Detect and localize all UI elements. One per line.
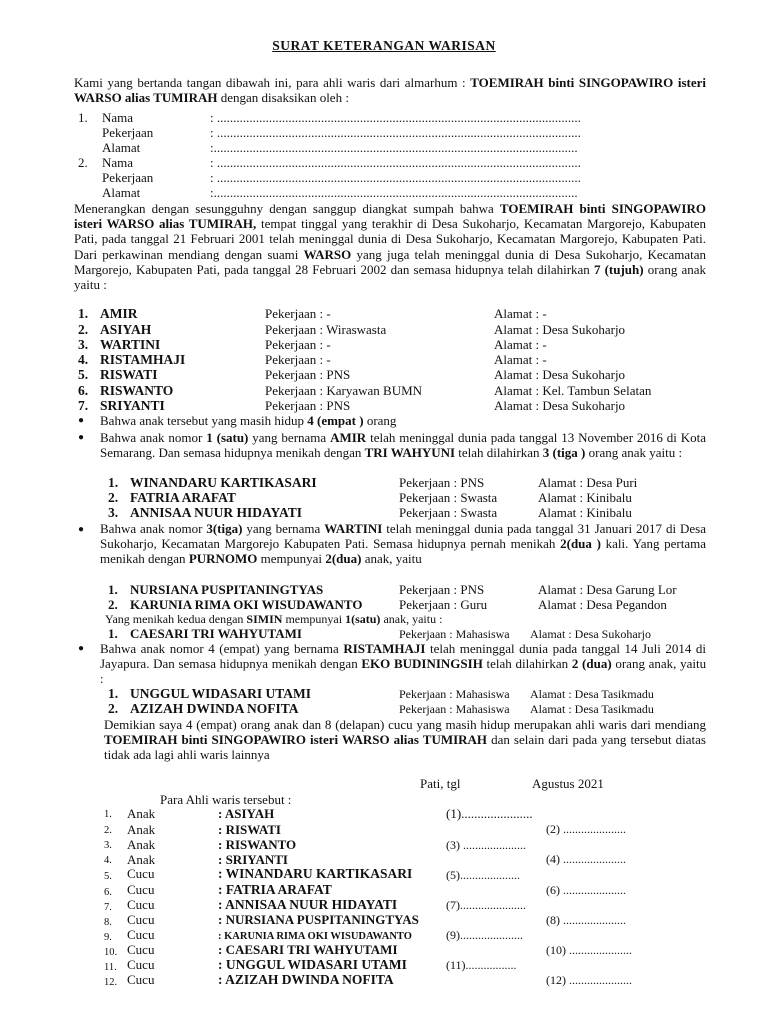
- heir-number: 9.: [104, 932, 112, 943]
- heir-number: 6.: [104, 887, 112, 898]
- witness-label: Nama: [102, 110, 134, 125]
- grandchild-address: Alamat : Desa Garung Lor: [538, 582, 677, 597]
- grandchild-name: KARUNIA RIMA OKI WISUDAWANTO: [130, 597, 363, 612]
- grandchild-number: 2.: [108, 490, 119, 505]
- heir-relation: Cucu: [127, 927, 155, 942]
- child-number: 6.: [78, 383, 89, 398]
- heir-signature-line: (4) .....................: [546, 852, 626, 866]
- living-text-2: orang: [366, 413, 397, 428]
- heir-relation: Cucu: [127, 942, 155, 957]
- amir-text-1: Bahwa anak nomor: [100, 430, 203, 445]
- bullet-icon: ●: [78, 432, 85, 443]
- heir-name: : WINANDARU KARTIKASARI: [218, 866, 413, 881]
- heir-name: : RISWATI: [218, 822, 281, 837]
- grandchild-address: Alamat : Desa Puri: [538, 475, 638, 490]
- heir-relation: Cucu: [127, 957, 155, 972]
- grandchild-job: Pekerjaan : Swasta: [399, 490, 498, 505]
- place-label: Pati, tgl: [420, 776, 461, 791]
- heir-number: 8.: [104, 917, 112, 928]
- heir-relation: Anak: [127, 806, 156, 821]
- grandchild-number: 3.: [108, 505, 119, 520]
- grandchild-number: 1.: [108, 582, 118, 597]
- child-job: Pekerjaan : Wiraswasta: [265, 322, 387, 337]
- child-job: Pekerjaan : Karyawan BUMN: [265, 383, 423, 398]
- witness-value: : ................................................................................................................: [210, 155, 581, 170]
- child-name: ASIYAH: [100, 322, 152, 337]
- heir-signature-line: (11).................: [446, 958, 517, 972]
- witness-label: Alamat: [102, 140, 141, 155]
- grandchild-name: WINANDARU KARTIKASARI: [130, 475, 317, 490]
- heir-relation: Cucu: [127, 897, 155, 912]
- child-job: Pekerjaan : -: [265, 337, 331, 352]
- witness-value: : ................................................................................................................: [210, 170, 581, 185]
- declaration-paragraph: [74, 201, 706, 292]
- grandchild-job: Pekerjaan : Mahasiswa: [399, 702, 510, 716]
- amir-spouse: TRI WAHYUNI: [364, 445, 456, 461]
- child-name: AMIR: [100, 306, 138, 321]
- grandchild-job: Pekerjaan : PNS: [399, 582, 485, 597]
- declaration-text-1: Menerangkan dengan sesungguhny dengan sanggup diangkat sumpah bahwa: [74, 201, 494, 216]
- ristamhaji-name: RISTAMHAJI: [343, 641, 426, 656]
- heir-number: 3.: [104, 840, 112, 851]
- grandchild-address: Alamat : Desa Pegandon: [538, 597, 667, 612]
- child-number: 7.: [78, 398, 89, 413]
- heir-signature-line: (6) .....................: [546, 883, 626, 897]
- wartini-child-count: 2(dua): [325, 551, 362, 567]
- wartini-text-6: anak, yaitu: [364, 551, 422, 567]
- child-job: Pekerjaan : PNS: [265, 367, 351, 382]
- ristamhaji-statement: [100, 641, 706, 687]
- heir-number: 12.: [104, 977, 118, 988]
- bullet-icon: ●: [78, 643, 85, 654]
- grandchild-job: Pekerjaan : Mahasiswa: [399, 627, 510, 641]
- grandchild-number: 2.: [108, 701, 119, 716]
- heir-relation: Anak: [127, 837, 156, 852]
- witness-value: : ................................................................................................................: [210, 125, 581, 140]
- child-name: RISWANTO: [100, 383, 174, 398]
- declaration-child-count: 7 (tujuh): [593, 261, 644, 277]
- grandchild-number: 1.: [108, 626, 118, 641]
- wartini-text-2: yang bernama: [246, 521, 321, 536]
- heir-signature-line: (8) .....................: [546, 913, 626, 927]
- child-address: Alamat : -: [494, 337, 547, 352]
- ristamhaji-child-count: 2 (dua): [571, 656, 612, 672]
- grandchild-number: 1.: [108, 475, 119, 490]
- declaration-husband-name: WARSO: [303, 246, 352, 262]
- child-name: RISTAMHAJI: [100, 352, 186, 367]
- amir-text-5: orang anak yaitu :: [588, 445, 683, 461]
- wartini-number: 3(tiga): [206, 521, 243, 536]
- heir-relation: Anak: [127, 852, 156, 867]
- grandchild-address: Alamat : Desa Sukoharjo: [530, 627, 651, 641]
- closing-paragraph: [104, 717, 706, 763]
- heir-number: 5.: [104, 871, 112, 882]
- child-address: Alamat : Desa Sukoharjo: [494, 398, 626, 413]
- heir-signature-line: (3) .....................: [446, 838, 526, 852]
- declaration-text-4: orang anak yaitu :: [74, 261, 707, 293]
- wartini-text-4: kali. Yang pertama menikah dengan: [100, 536, 707, 567]
- witness-label: Pekerjaan: [102, 125, 154, 140]
- bullet-icon: ●: [78, 415, 85, 426]
- heir-name: : FATRIA ARAFAT: [218, 882, 332, 897]
- ristamhaji-text-3: telah dilahirkan: [486, 656, 569, 672]
- child-address: Alamat : Desa Sukoharjo: [494, 322, 626, 337]
- grandchild-job: Pekerjaan : PNS: [399, 475, 485, 490]
- document-title: SURAT KETERANGAN WARISAN: [272, 38, 496, 53]
- heir-name: : ANNISAA NUUR HIDAYATI: [218, 897, 398, 912]
- closing-text-2: dan selain dari pada yang tersebut diatas tidak ada lagi ahli waris lainnya: [104, 732, 706, 763]
- heir-name: : UNGGUL WIDASARI UTAMI: [218, 957, 407, 972]
- amir-statement: [100, 430, 706, 460]
- amir-name: AMIR: [330, 430, 367, 445]
- heir-signature-line: (1)......................: [446, 806, 533, 821]
- child-address: Alamat : -: [494, 306, 547, 321]
- heir-signature-line: (10) .....................: [546, 943, 632, 957]
- wartini-spouse-1: PURNOMO: [188, 551, 258, 567]
- closing-deceased-name: TOEMIRAH binti SINGOPAWIRO isteri WARSO alias TUMIRAH: [104, 732, 488, 748]
- grandchild-name: AZIZAH DWINDA NOFITA: [130, 701, 299, 716]
- grandchild-name: CAESARI TRI WAHYUTAMI: [130, 626, 302, 641]
- grandchild-address: Alamat : Desa Tasikmadu: [530, 702, 654, 716]
- wartini-name: WARTINI: [324, 521, 383, 536]
- intro-paragraph: [74, 75, 706, 105]
- ristamhaji-spouse: EKO BUDININGSIH: [361, 656, 483, 672]
- wartini-text-3: telah meninggal dunia pada tanggal 31 Januari 2017 di Desa Sukoharjo, Kecamatan Margorejo Kabupaten Pati. Semasa hidupnya pernah menikah: [100, 521, 706, 552]
- intro-deceased-name: TOEMIRAH binti SINGOPAWIRO isteri WARSO alias TUMIRAH: [74, 75, 706, 106]
- child-address: Alamat : -: [494, 352, 547, 367]
- heir-name: : CAESARI TRI WAHYUTAMI: [218, 942, 398, 957]
- heir-number: 11.: [104, 962, 117, 973]
- heirs-header: Para Ahli waris tersebut :: [160, 792, 292, 807]
- bullet-icon: ●: [78, 524, 85, 535]
- wartini-text-5: mempunyai: [260, 551, 323, 567]
- heir-number: 7.: [104, 902, 112, 913]
- simin-text-2: mempunyai: [285, 612, 343, 626]
- ristamhaji-text-2: telah meninggal dunia pada tanggal 14 Juli 2014 di Jayapura. Dan semasa hidupnya menikah dengan: [100, 641, 707, 672]
- heir-name: : AZIZAH DWINDA NOFITA: [218, 972, 394, 987]
- witness-label: Pekerjaan: [102, 170, 154, 185]
- child-job: Pekerjaan : -: [265, 352, 331, 367]
- child-name: WARTINI: [100, 337, 161, 352]
- witness-number: 1.: [78, 110, 88, 125]
- grandchild-job: Pekerjaan : Swasta: [399, 505, 498, 520]
- heir-name: : KARUNIA RIMA OKI WISUDAWANTO: [218, 931, 412, 942]
- child-job: Pekerjaan : -: [265, 306, 331, 321]
- closing-text-1: Demikian saya 4 (empat) orang anak dan 8 (delapan) cucu yang masih hidup merupakan ahli waris dari mendiang: [104, 717, 706, 732]
- witness-value: :................................................................................................................: [210, 140, 578, 155]
- witness-label: Nama: [102, 155, 134, 170]
- child-address: Alamat : Kel. Tambun Selatan: [494, 383, 652, 398]
- simin-statement: [105, 612, 442, 627]
- heir-signature-line: (5)....................: [446, 868, 520, 882]
- grandchild-name: NURSIANA PUSPITANINGTYAS: [130, 582, 324, 597]
- living-text-1: Bahwa anak tersebut yang masih hidup: [100, 413, 304, 428]
- heir-number: 1.: [104, 809, 112, 820]
- ristamhaji-text-4: orang anak, yaitu :: [100, 656, 707, 687]
- amir-text-2: yang bernama: [252, 430, 327, 445]
- heir-number: 2.: [104, 825, 112, 836]
- grandchild-job: Pekerjaan : Mahasiswa: [399, 687, 510, 701]
- heir-name: : NURSIANA PUSPITANINGTYAS: [218, 912, 419, 927]
- grandchild-address: Alamat : Desa Tasikmadu: [530, 687, 654, 701]
- declaration-deceased-name: TOEMIRAH binti SINGOPAWIRO isteri WARSO alias TUMIRAH,: [74, 201, 706, 232]
- intro-text-2: dengan disaksikan oleh :: [220, 90, 349, 106]
- wartini-statement: [100, 521, 706, 567]
- child-job: Pekerjaan : PNS: [265, 398, 351, 413]
- child-number: 5.: [78, 367, 89, 382]
- witness-value: : ................................................................................................................: [210, 110, 581, 125]
- heir-name: : SRIYANTI: [218, 852, 288, 867]
- witness-label: Alamat: [102, 185, 141, 200]
- heir-signature-line: (9).....................: [446, 928, 523, 942]
- heir-name: : RISWANTO: [218, 837, 297, 852]
- heir-relation: Cucu: [127, 866, 155, 881]
- grandchild-name: FATRIA ARAFAT: [130, 490, 236, 505]
- grandchild-name: UNGGUL WIDASARI UTAMI: [130, 686, 312, 701]
- child-number: 4.: [78, 352, 89, 367]
- witness-value: :................................................................................................................: [210, 185, 578, 200]
- child-name: RISWATI: [100, 367, 158, 382]
- child-name: SRIYANTI: [100, 398, 165, 413]
- grandchild-number: 1.: [108, 686, 119, 701]
- heir-relation: Cucu: [127, 972, 155, 987]
- child-address: Alamat : Desa Sukoharjo: [494, 367, 626, 382]
- witness-number: 2.: [78, 155, 88, 170]
- child-number: 2.: [78, 322, 89, 337]
- amir-number: 1 (satu): [206, 430, 249, 445]
- wartini-marriage-count: 2(dua ): [560, 536, 601, 552]
- simin-child-count: 1(satu): [345, 612, 381, 626]
- intro-text-1: Kami yang bertanda tangan dibawah ini, para ahli waris dari almarhum :: [74, 75, 466, 90]
- grandchild-name: ANNISAA NUUR HIDAYATI: [130, 505, 303, 520]
- heir-relation: Cucu: [127, 912, 155, 927]
- declaration-text-2: tempat tinggal yang terakhir di Desa Sukoharjo, Kecamatan Margorejo, Kabupaten Pati, pada tanggal 21 Februari 2001 telah meninggal dunia di Desa Sukoharjo, Kecamatan Margorejo, Kabupaten Pati. Dari perkawinan mendiang dengan suami: [74, 216, 707, 262]
- grandchild-address: Alamat : Kinibalu: [538, 505, 632, 520]
- heir-name: : ASIYAH: [218, 806, 275, 821]
- amir-text-4: telah dilahirkan: [458, 445, 540, 461]
- heir-relation: Cucu: [127, 882, 155, 897]
- date-month: Agustus 2021: [532, 776, 604, 791]
- amir-text-3: telah meninggal dunia pada tanggal 13 November 2016 di Kota Semarang. Dan semasa hidupnya menikah dengan: [100, 430, 707, 461]
- heir-signature-line: (7)......................: [446, 898, 526, 912]
- simin-text-3: anak, yaitu :: [383, 612, 443, 626]
- ristamhaji-text-1: Bahwa anak nomor 4 (empat) yang bernama: [100, 641, 339, 656]
- grandchild-address: Alamat : Kinibalu: [538, 490, 632, 505]
- heir-relation: Anak: [127, 822, 156, 837]
- grandchild-number: 2.: [108, 597, 118, 612]
- simin-name: SIMIN: [246, 612, 283, 626]
- heir-signature-line: (12) .....................: [546, 973, 632, 987]
- heir-number: 4.: [104, 855, 112, 866]
- child-number: 1.: [78, 306, 89, 321]
- simin-text-1: Yang menikah kedua dengan: [105, 612, 244, 626]
- wartini-text-1: Bahwa anak nomor: [100, 521, 203, 536]
- living-count: 4 (empat ): [307, 413, 364, 428]
- heir-signature-line: (2) .....................: [546, 822, 626, 836]
- heir-number: 10.: [104, 947, 118, 958]
- declaration-text-3: yang juga telah meninggal dunia di Desa Sukoharjo, Kecamatan Margorejo, Kabupaten Pati, pada tanggal 28 Februari 2002 dan semasa hidupnya telah dilahirkan: [74, 246, 706, 277]
- child-number: 3.: [78, 337, 89, 352]
- grandchild-job: Pekerjaan : Guru: [399, 597, 488, 612]
- living-children-statement: [100, 413, 706, 428]
- amir-child-count: 3 (tiga ): [542, 445, 586, 461]
